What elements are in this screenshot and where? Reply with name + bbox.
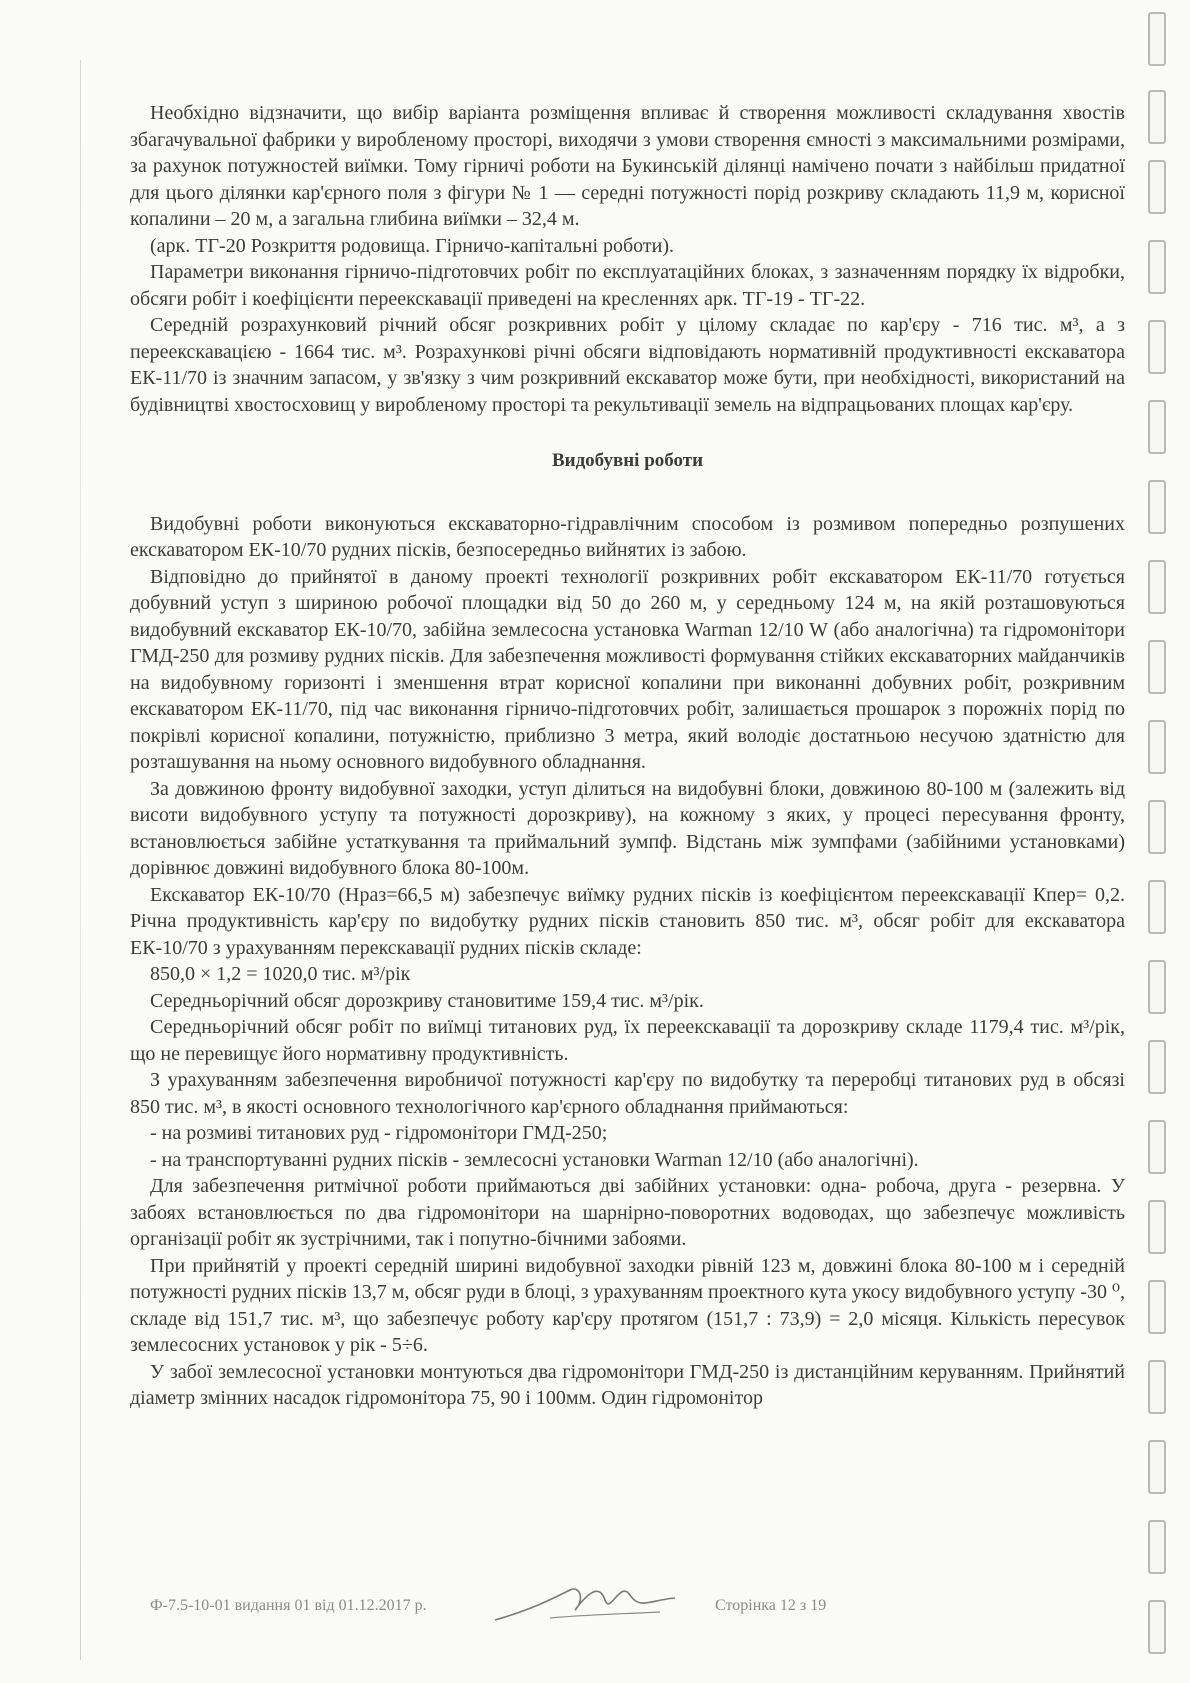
paragraph: За довжиною фронту видобувної заходки, уступ ділиться на видобувні блоки, довжиною 80-100 м (залежить від висоти видобувного уступу та потужності дорозкриву), на кожному з яких, у процесі пересування фронту, встановлюється забійне устаткування та приймальний зумпф. Відстань між зумпфами (забійними установками) дорівнює довжині видобувного блока 80-100м. xyxy=(130,777,1125,879)
binding-hole xyxy=(1148,800,1166,854)
binding-hole xyxy=(1148,1440,1166,1494)
paragraph: Параметри виконання гірничо-підготовчих робіт по експлуатаційних блоках, з зазначенням порядку їх відробки, обсяги робіт і коефіцієнти переекскавації приведені на кресленнях арк. ТГ-19 - ТГ-22. xyxy=(130,261,1125,310)
binding-hole xyxy=(1148,1120,1166,1174)
binding-hole xyxy=(1148,1600,1166,1654)
binding-hole xyxy=(1148,12,1166,66)
paragraph: Середньорічний обсяг дорозкриву становитиме 159,4 тис. м³/рік. xyxy=(150,989,704,1012)
binding-hole xyxy=(1148,240,1166,294)
paragraph: Необхідно відзначити, що вибір варіанта розміщення впливає й створення можливості складування хвостів збагачувальної фабрики у виробленому просторі, виходячи з умови створення ємності з максимальними розмірами, за рахунок потужностей виїмки. Тому гірничі роботи на Букинській ділянці намічено почати з найбільш придатної для цього ділянки кар'єрного поля з фігури № 1 — середні потужності порід розкриву складають 11,9 м, корисної копалини – 20 м, а загальна глибина виїмки – 32,4 м. xyxy=(130,102,1125,230)
margin-line xyxy=(80,60,81,1660)
section-heading: Видобувні роботи xyxy=(551,450,704,471)
paragraph: При прийнятій у проекті середній ширині видобувної заходки рівній 123 м, довжині блока 80-100 м і середній потужності рудних пісків 13,7 м, обсяг руди в блоці, з урахуванням проектного кута укосу видобувного уступу -30 ⁰, складе від 151,7 тис. м³, що забезпечує роботу кар'єру протягом (151,7 : 73,9) = 2,0 місяця. Кількість пересувок землесосних установок у рік - 5÷6. xyxy=(130,1254,1125,1356)
list-item: - на транспортуванні рудних пісків - землесосні установки Warman 12/10 (або аналогічні). xyxy=(150,1148,919,1171)
binding-hole xyxy=(1148,160,1166,214)
paragraph: З урахуванням забезпечення виробничої потужності кар'єру по видобутку та переробці титанових руд в обсязі 850 тис. м³, в якості основного технологічного кар'єрного обладнання приймаються: xyxy=(130,1069,1125,1118)
paragraph: У забої землесосної установки монтуються два гідромонітори ГМД-250 із дистанційним керуванням. Прийнятий діаметр змінних насадок гідромонітора 75, 90 і 100мм. Один гідромонітор xyxy=(130,1360,1125,1409)
paragraph: Для забезпечення ритмічної роботи приймаються дві забійних установки: одна- робоча, друга - резервна. У забоях встановлюється по два гідромонітори на шарнірно-поворотних водоводах, що забезпечує можливість організації робіт як зустрічними, так і попутно-бічними забоями. xyxy=(130,1175,1125,1250)
paragraph: Середній розрахунковий річний обсяг розкривних робіт у цілому складає по кар'єру - 716 тис. м³, а з переекскавацією - 1664 тис. м³. Розрахункові річні обсяги відповідають нормативній продуктивності екскаватора ЕК-11/70 із значним запасом, у зв'язку з чим розкривний екскаватор може бути, при необхідності, використаний на будівництві хвостосховищ у виробленому просторі та рекультивації земель на відпрацьованих площах кар'єру. xyxy=(130,314,1125,416)
binding-hole xyxy=(1148,720,1166,774)
binding-hole xyxy=(1148,640,1166,694)
signature xyxy=(490,1570,680,1630)
binding-hole xyxy=(1148,960,1166,1014)
formula: 850,0 × 1,2 = 1020,0 тис. м³/рік xyxy=(150,963,411,985)
paragraph: Видобувні роботи виконуються екскаваторно-гідравлічним способом із розмивом попередньо розпушених екскаватором ЕК-10/70 рудних пісків, безпосередньо вийнятих із забою. xyxy=(130,512,1125,561)
binding-hole xyxy=(1148,560,1166,614)
binding-hole xyxy=(1148,480,1166,534)
binding-hole xyxy=(1148,1360,1166,1414)
paragraph: Екскаватор ЕК-10/70 (Нраз=66,5 м) забезпечує виїмку рудних пісків із коефіцієнтом переекскавації Кпер= 0,2. Річна продуктивність кар'єру по видобутку рудних пісків становить 850 тис. м³, обсяг робіт для екскаватора ЕК-10/70 з урахуванням перекскавації рудних пісків складе: xyxy=(130,883,1125,959)
binding-hole xyxy=(1148,1280,1166,1334)
binding-hole xyxy=(1148,400,1166,454)
list-item: - на розмиві титанових руд - гідромонітори ГМД-250; xyxy=(150,1122,608,1144)
paragraph: (арк. ТГ-20 Розкриття родовища. Гірничо-капітальні роботи). xyxy=(150,234,675,257)
paragraph: Відповідно до прийнятої в даному проекті технології розкривних робіт екскаватором ЕК-11/70 готується добувний уступ з шириною робочої площадки від 50 до 260 м, у середньому 124 м, на якій розташовуються видобувний екскаватор ЕК-10/70, забійна землесосна установка Warman 12/10 W (або аналогічна) та гідромонітори ГМД-250 для розмиву рудних пісків. Для забезпечення можливості формування стійких екскаваторних майданчиків на видобувному горизонті і зменшення втрат корисної копалини при виконанні добувних робіт, розкривним екскаватором ЕК-11/70, під час виконання гірничо-підготовчих робіт, залишається прошарок з порожніх порід по покрівлі корисної копалини, потужністю, приблизно 3 метра, який володіє достатньою несучою здатністю для розташування на ньому основного видобувного обладнання. xyxy=(130,565,1125,773)
form-code: Ф-7.5-10-01 видання 01 від 01.12.2017 р. xyxy=(150,1597,427,1614)
binding-hole xyxy=(1148,880,1166,934)
binding-hole xyxy=(1148,1520,1166,1574)
binding-hole xyxy=(1148,320,1166,374)
paragraph: Середньорічний обсяг робіт по виїмці титанових руд, їх переекскавації та дорозкриву складе 1179,4 тис. м³/рік, що не перевищує його нормативну продуктивність. xyxy=(130,1016,1125,1065)
body-text xyxy=(130,100,1125,1412)
page-number: Сторінка 12 з 19 xyxy=(715,1597,827,1614)
binding-hole xyxy=(1148,1040,1166,1094)
binding-holes xyxy=(1140,0,1170,1683)
binding-hole xyxy=(1148,1200,1166,1254)
binding-hole xyxy=(1148,90,1166,144)
